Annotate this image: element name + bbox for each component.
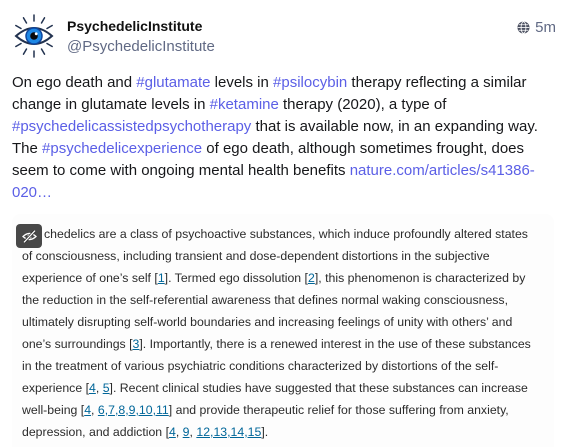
content-text: On ego death and: [12, 74, 137, 91]
external-link[interactable]: 020…: [12, 184, 53, 201]
media-text-segment: of consciousness, including transient and dose-dependent distortions in the subjective: [22, 249, 490, 263]
media-attachment[interactable]: [12, 214, 554, 447]
media-text-segment: ,: [95, 381, 103, 395]
avatar[interactable]: [11, 13, 57, 59]
hashtag-link[interactable]: #glutamate: [136, 74, 211, 91]
content-text: that is available now, in an expanding way.: [251, 118, 538, 135]
media-image-text: [22, 223, 531, 443]
media-text-segment: depression, and addiction [: [22, 425, 169, 439]
hashtag-link[interactable]: #psilocybin: [273, 74, 348, 91]
content-line: [12, 138, 538, 160]
media-text-segment: ,: [189, 425, 197, 439]
media-text-segment: one’s surroundings [: [22, 337, 133, 351]
hashtag-link[interactable]: #psychedelicassistedpsychotherapy: [12, 118, 252, 135]
media-text-segment: ,: [175, 425, 183, 439]
content-text: levels in: [210, 74, 274, 91]
timestamp-link[interactable]: 5m: [535, 18, 556, 36]
content-line: [12, 182, 538, 204]
media-text-segment: experience [: [22, 381, 89, 395]
media-text-line: [22, 421, 531, 443]
media-text-segment: the reduction in the self-referential awareness that defines normal waking consciousness,: [22, 293, 508, 307]
media-text-segment: in the treatment of various psychiatric conditions characterized by distortions of the self-: [22, 359, 499, 373]
media-text-line: [22, 377, 531, 399]
content-text: therapy reflecting a similar: [347, 74, 527, 91]
content-text: change in glutamate levels in: [12, 96, 210, 113]
media-text-segment: ], this phenomenon is characterized by: [314, 271, 526, 285]
hashtag-link[interactable]: #psychedelicexperience: [42, 140, 203, 157]
citation-ref: 4: [168, 425, 176, 439]
media-text-line: [22, 245, 531, 267]
content-line: [12, 72, 538, 94]
media-text-segment: experience of one’s self [: [22, 271, 158, 285]
media-text-segment: ]. Termed ego dissolution [: [164, 271, 308, 285]
citation-ref: 3: [132, 337, 140, 351]
media-text-segment: ultimately disrupting self-world boundaries and increasing feelings of unity with others’ and: [22, 315, 513, 329]
media-text-line: [22, 333, 531, 355]
post-meta: [517, 18, 556, 36]
citation-ref: 12,13,14,15: [196, 425, 262, 439]
content-text: The: [12, 140, 43, 157]
media-text-segment: ]. Importantly, there is a renewed interest in the use of these substances: [139, 337, 531, 351]
citation-ref: 2: [307, 271, 315, 285]
citation-ref: 5: [102, 381, 110, 395]
display-name[interactable]: PsychedelicInstitute: [67, 18, 203, 34]
citation-ref: 1: [157, 271, 165, 285]
external-link[interactable]: nature.com/articles/s41386-: [349, 162, 535, 179]
content-text: seem to come with ongoing mental health benefits: [12, 162, 350, 179]
media-text-segment: chedelics are a class of psychoactive substances, which induce profoundly altered states: [44, 227, 528, 241]
media-text-line: [22, 399, 531, 421]
content-line: [12, 116, 538, 138]
media-text-line: [22, 267, 531, 289]
content-text: therapy (2020), a type of: [278, 96, 447, 113]
media-text-segment: ,: [91, 403, 98, 417]
citation-ref: 6,7,8,9,10,11: [97, 403, 169, 417]
content-line: [12, 94, 538, 116]
account-handle[interactable]: @PsychedelicInstitute: [67, 38, 215, 55]
media-text-segment: ] and provide therapeutic relief for those suffering from anxiety,: [168, 403, 509, 417]
eye-slash-icon: [22, 230, 37, 243]
post-content: [12, 72, 538, 204]
globe-icon: [517, 21, 530, 34]
media-text-line: [22, 355, 531, 377]
media-text-line: [22, 289, 531, 311]
citation-ref: 9: [182, 425, 190, 439]
hide-media-button[interactable]: [16, 224, 42, 248]
content-line: [12, 160, 538, 182]
citation-ref: 4: [89, 381, 96, 395]
media-text-segment: ].: [261, 425, 269, 439]
eye-logo-icon: [11, 13, 57, 59]
media-text-segment: well-being [: [22, 403, 85, 417]
hashtag-link[interactable]: #ketamine: [209, 96, 279, 113]
media-text-line: [22, 311, 531, 333]
citation-ref: 4: [84, 403, 92, 417]
content-text: of ego death, although sometimes frought, does: [202, 140, 525, 157]
media-text-segment: ]. Recent clinical studies have suggested that these substances can increase: [109, 381, 528, 395]
media-text-line: [22, 223, 531, 245]
